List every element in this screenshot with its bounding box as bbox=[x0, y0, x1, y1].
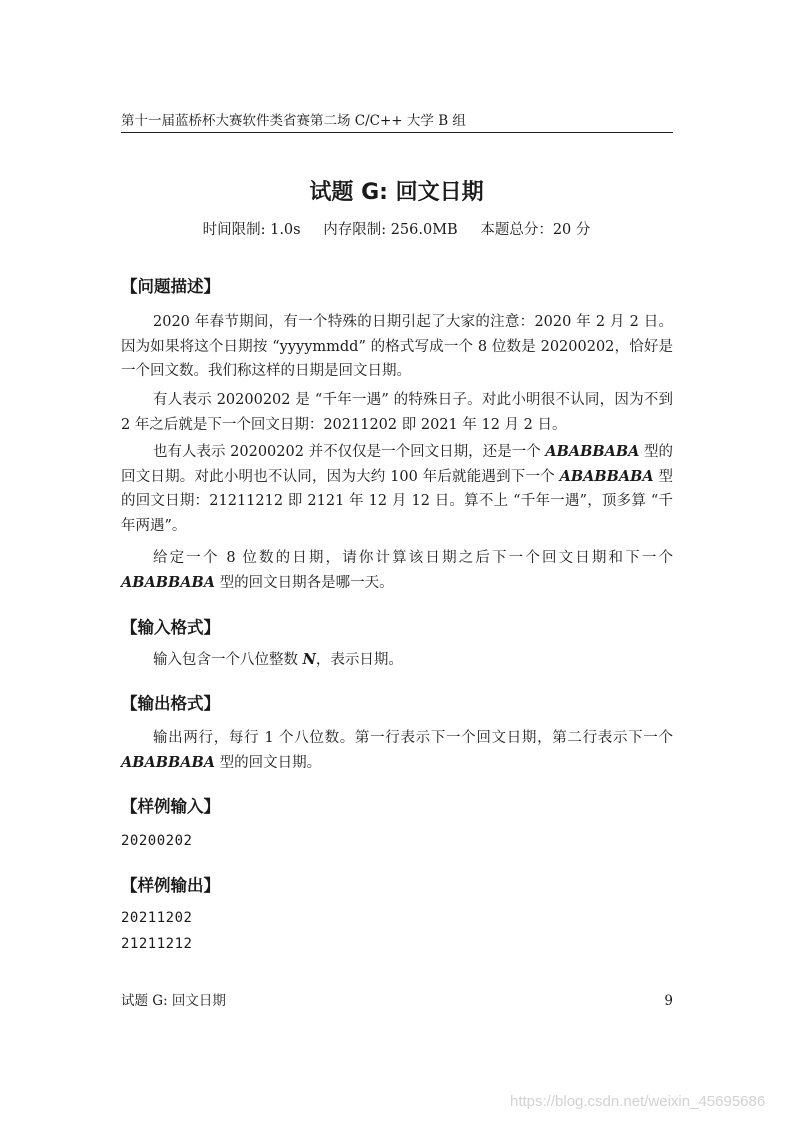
header-divider bbox=[121, 132, 673, 133]
p3-pattern-2: ABABBABA bbox=[559, 467, 654, 485]
input-format-paragraph bbox=[121, 648, 673, 673]
p4-text-a: 给定一个 8 位数的日期，请你计算该日期之后下一个回文日期和下一个 bbox=[153, 550, 673, 566]
description-paragraph-3 bbox=[121, 440, 673, 538]
output-text-a: 输出两行，每行 1 个八位数。第一行表示下一个回文日期，第二行表示下一个 bbox=[153, 730, 673, 746]
output-format-paragraph bbox=[121, 726, 673, 775]
description-paragraph-4 bbox=[121, 546, 673, 595]
sample-output-line: 21211212 bbox=[121, 936, 193, 952]
p4-pattern: ABABBABA bbox=[121, 573, 216, 591]
description-heading: 【问题描述】 bbox=[121, 277, 220, 296]
time-limit: 时间限制: 1.0s bbox=[202, 222, 301, 238]
watermark: https://blog.csdn.net/weixin_45695686 bbox=[510, 1093, 766, 1110]
sample-input-heading: 【样例输入】 bbox=[121, 797, 220, 816]
running-footer: 试题 G: 回文日期 bbox=[121, 993, 226, 1009]
description-paragraph-2: 有人表示 20200202 是 “千年一遇” 的特殊日子。对此小明很不认同，因为不到 2 年之后就是下一个回文日期：20211202 即 2021 年 12 月 2 日。 bbox=[121, 392, 673, 433]
input-variable-n: N bbox=[302, 651, 316, 668]
output-text-c: 型的回文日期。 bbox=[215, 754, 322, 771]
output-format-heading: 【输出格式】 bbox=[121, 694, 220, 713]
sample-output-line: 20211202 bbox=[121, 910, 193, 926]
output-pattern: ABABBABA bbox=[121, 753, 216, 771]
input-text-c: ，表示日期。 bbox=[315, 652, 403, 668]
p3-text-c: 型的回文日期。对此小明也不认同，因为大约 100 年后就能遇到下一个 bbox=[121, 444, 674, 485]
description-paragraph-1: 2020 年春节期间，有一个特殊的日期引起了大家的注意：2020 年 2 月 2 日。因为如果将这个日期按 “yyyymmdd” 的格式写成一个 8 位数是 20200202，恰好是一个回文数。我们称这样的日期是回文日期。 bbox=[121, 314, 673, 379]
p3-text-e: 型的回文日期：21211212 即 2121 年 12 月 12 日。算不上 “千年一遇”，顶多算 “千年两遇”。 bbox=[121, 468, 673, 534]
p4-text-c: 型的回文日期各是哪一天。 bbox=[215, 574, 394, 591]
p3-pattern-1: ABABBABA bbox=[545, 443, 640, 460]
p3-text-a: 也有人表示 20200202 并不仅仅是一个回文日期，还是一个 bbox=[153, 444, 546, 460]
sample-output-heading: 【样例输出】 bbox=[121, 876, 220, 895]
memory-limit: 内存限制: 256.0MB bbox=[323, 222, 458, 238]
input-format-heading: 【输入格式】 bbox=[121, 618, 220, 637]
total-score: 本题总分：20 分 bbox=[480, 222, 591, 238]
limits-line bbox=[0, 220, 793, 240]
problem-title: 试题 G: 回文日期 bbox=[309, 180, 484, 205]
running-header: 第十一届蓝桥杯大赛软件类省赛第二场 C/C++ 大学 B 组 bbox=[121, 113, 466, 129]
sample-input-line: 20200202 bbox=[121, 833, 193, 849]
input-text-a: 输入包含一个八位整数 bbox=[153, 652, 303, 668]
page-number: 9 bbox=[664, 993, 673, 1009]
